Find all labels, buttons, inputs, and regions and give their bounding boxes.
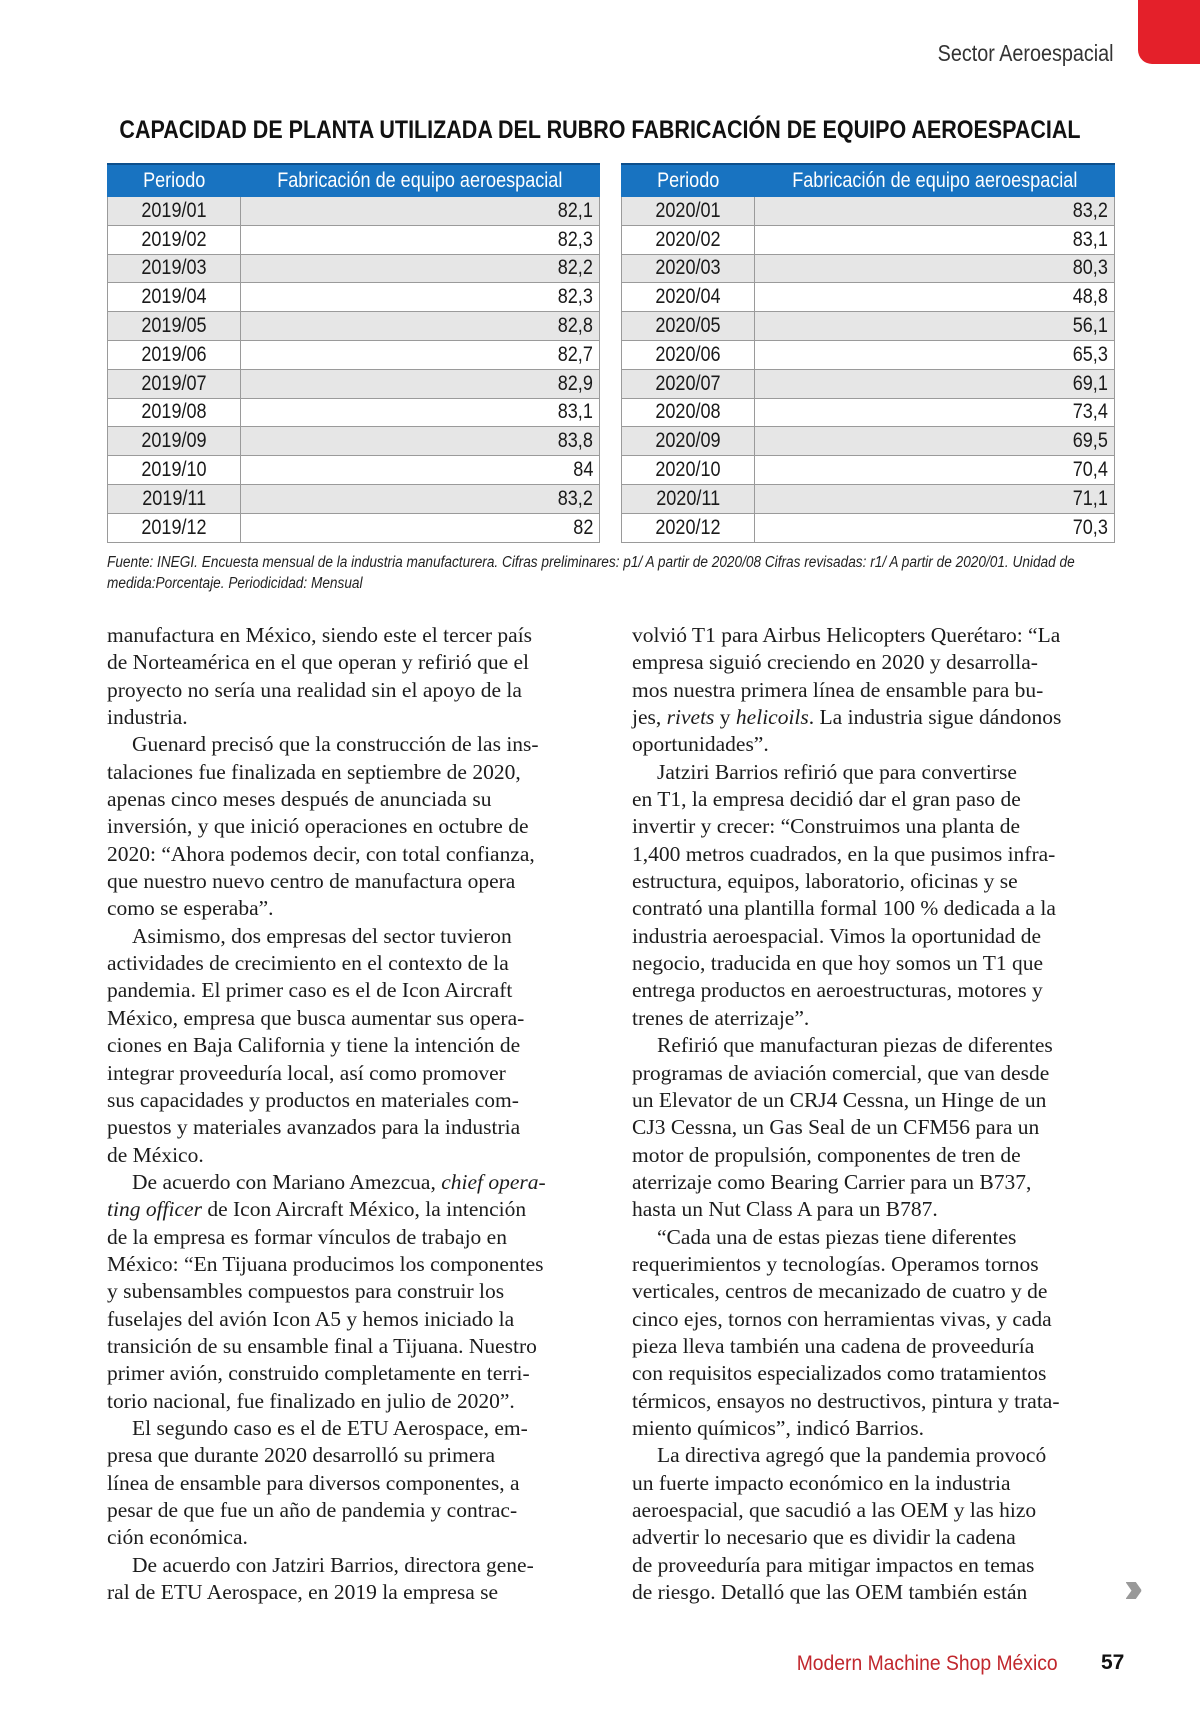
text-segment: advertir lo necesario que es dividir la cadena xyxy=(632,1525,1016,1550)
period-cell: 2020/10 xyxy=(622,456,755,485)
text-segment: entrega productos en aeroestructuras, motores y xyxy=(632,978,1043,1003)
text-line xyxy=(107,1415,597,1442)
period-cell: 2019/06 xyxy=(108,340,241,369)
text-segment: sus capacidades y productos en materiales com- xyxy=(107,1087,519,1112)
text-line xyxy=(632,1415,1122,1442)
period-cell: 2020/01 xyxy=(622,197,755,226)
column-header-value: Fabricación de equipo aeroespacial xyxy=(241,164,600,197)
value-cell: 70,4 xyxy=(755,456,1115,485)
period-cell: 2019/10 xyxy=(108,456,241,485)
table-row xyxy=(622,456,1115,485)
text-line xyxy=(107,977,597,1004)
text-segment: y subensambles compuestos para construir los xyxy=(107,1279,505,1304)
value-cell: 80,3 xyxy=(755,254,1115,283)
value-cell: 83,8 xyxy=(241,427,600,456)
table-row xyxy=(622,197,1115,226)
text-segment: apenas cinco meses después de anunciada su xyxy=(107,787,492,812)
value-cell: 82,1 xyxy=(241,197,600,226)
text-line xyxy=(632,1005,1122,1032)
table-row xyxy=(622,369,1115,398)
text-segment: invertir y crecer: “Construimos una planta de xyxy=(632,814,1021,839)
period-cell: 2019/12 xyxy=(108,513,241,542)
value-cell: 83,1 xyxy=(755,225,1115,254)
column-header-period: Periodo xyxy=(622,164,755,197)
text-line xyxy=(632,1388,1122,1415)
table-row xyxy=(622,312,1115,341)
text-segment: de Icon Aircraft México, la intención xyxy=(201,1197,527,1222)
table-row xyxy=(622,427,1115,456)
text-segment: en T1, la empresa decidió dar el gran paso de xyxy=(632,787,1021,812)
text-segment: México: “En Tijuana producimos los componentes xyxy=(107,1251,544,1276)
magazine-name: Modern Machine Shop México xyxy=(797,1652,1058,1675)
double-chevron-right-icon: ›› xyxy=(1124,1563,1134,1612)
period-cell: 2020/06 xyxy=(622,340,755,369)
period-cell: 2019/01 xyxy=(108,197,241,226)
source-line: medida:Porcentaje. Periodicidad: Mensual xyxy=(107,575,363,592)
text-segment: verticales, centros de mecanizado de cuatro y de xyxy=(632,1279,1048,1304)
text-line xyxy=(632,1552,1122,1579)
value-cell: 82,2 xyxy=(241,254,600,283)
period-cell: 2020/09 xyxy=(622,427,755,456)
text-line xyxy=(107,1278,597,1305)
text-segment: “Cada una de estas piezas tiene diferentes xyxy=(657,1224,1017,1249)
text-segment: El segundo caso es el de ETU Aerospace, em- xyxy=(132,1415,528,1440)
text-segment: integrar proveeduría local, así como promover xyxy=(107,1060,506,1085)
text-segment: ciones en Baja California y tiene la intención de xyxy=(107,1033,521,1058)
text-line xyxy=(632,813,1122,840)
section-name: Sector Aeroespacial xyxy=(938,40,1114,66)
text-line xyxy=(107,1060,597,1087)
value-cell: 82,9 xyxy=(241,369,600,398)
table-row xyxy=(108,513,600,542)
table-row xyxy=(622,340,1115,369)
capacity-table-2019 xyxy=(107,163,600,543)
text-segment: oportunidades”. xyxy=(632,732,769,757)
value-cell: 69,5 xyxy=(755,427,1115,456)
text-segment: pesar de que fue un año de pandemia y contrac- xyxy=(107,1498,518,1522)
table-row xyxy=(622,225,1115,254)
text-segment: de riesgo. Detalló que las OEM también están xyxy=(632,1580,1028,1605)
text-line xyxy=(107,1470,597,1497)
table-row xyxy=(108,369,600,398)
table-row xyxy=(108,197,600,226)
text-line xyxy=(107,1497,597,1524)
value-cell: 70,3 xyxy=(755,513,1115,542)
value-cell: 71,1 xyxy=(755,484,1115,513)
period-cell: 2019/09 xyxy=(108,427,241,456)
text-segment: . La industria sigue dándonos xyxy=(808,705,1062,730)
text-segment: De acuerdo con Mariano Amezcua, xyxy=(132,1169,442,1194)
text-segment: un fuerte impacto económico en la industria xyxy=(632,1470,1011,1495)
text-line xyxy=(107,1306,597,1333)
text-line xyxy=(632,868,1122,895)
value-cell: 65,3 xyxy=(755,340,1115,369)
text-line xyxy=(107,622,597,649)
text-segment: que nuestro nuevo centro de manufactura opera xyxy=(107,869,516,894)
text-line xyxy=(107,895,597,922)
text-line xyxy=(632,1470,1122,1497)
period-cell: 2020/02 xyxy=(622,225,755,254)
text-line xyxy=(107,923,597,950)
text-segment: línea de ensamble para diversos componentes, a xyxy=(107,1470,520,1495)
text-segment: motor de propulsión, componentes de tren de xyxy=(632,1142,1021,1167)
period-cell: 2020/11 xyxy=(622,484,755,513)
period-cell: 2020/04 xyxy=(622,283,755,312)
period-cell: 2019/02 xyxy=(108,225,241,254)
text-segment: empresa siguió creciendo en 2020 y desarrolla- xyxy=(632,650,1038,675)
text-segment: transición de su ensamble final a Tijuana. Nuestro xyxy=(107,1333,537,1358)
text-segment: Guenard precisó que la construcción de las ins- xyxy=(132,732,539,757)
text-line xyxy=(632,923,1122,950)
text-line xyxy=(632,1579,1122,1606)
text-line xyxy=(107,1142,597,1169)
text-line xyxy=(107,1251,597,1278)
table-row xyxy=(622,484,1115,513)
value-cell: 82,8 xyxy=(241,312,600,341)
text-line xyxy=(107,1114,597,1141)
text-line xyxy=(107,1005,597,1032)
text-line xyxy=(632,1524,1122,1551)
text-line xyxy=(107,704,597,731)
text-segment: 2020: “Ahora podemos decir, con total confianza, xyxy=(107,841,535,866)
table-row xyxy=(108,484,600,513)
text-segment: mos nuestra primera línea de ensamble para bu- xyxy=(632,677,1044,702)
text-line xyxy=(107,649,597,676)
text-line xyxy=(632,649,1122,676)
text-line xyxy=(632,1060,1122,1087)
period-cell: 2020/03 xyxy=(622,254,755,283)
text-segment: Asimismo, dos empresas del sector tuvieron xyxy=(132,923,512,948)
text-segment: jes, xyxy=(632,705,667,730)
table-title: CAPACIDAD DE PLANTA UTILIZADA DEL RUBRO FABRICACIÓN DE EQUIPO AEROESPACIAL xyxy=(119,116,1081,144)
text-segment: de Norteamérica en el que operan y refirió que el xyxy=(107,650,530,675)
text-line xyxy=(107,786,597,813)
text-line xyxy=(107,813,597,840)
text-segment: La directiva agregó que la pandemia provocó xyxy=(657,1443,1047,1468)
text-segment: Refirió que manufacturan piezas de diferentes xyxy=(657,1033,1053,1058)
period-cell: 2019/07 xyxy=(108,369,241,398)
article-right-column xyxy=(632,622,1122,1606)
text-segment: ting officer xyxy=(107,1197,202,1222)
period-cell: 2020/07 xyxy=(622,369,755,398)
column-header-period: Periodo xyxy=(108,164,241,197)
text-segment: volvió T1 para Airbus Helicopters Querétaro: “La xyxy=(632,623,1061,647)
text-segment: requerimientos y tecnologías. Operamos tornos xyxy=(632,1251,1039,1276)
period-cell: 2019/05 xyxy=(108,312,241,341)
text-line xyxy=(632,759,1122,786)
text-line xyxy=(632,1497,1122,1524)
text-line xyxy=(632,786,1122,813)
text-line xyxy=(632,841,1122,868)
text-line xyxy=(632,1087,1122,1114)
text-segment: térmicos, ensayos no destructivos, pintura y trata- xyxy=(632,1388,1060,1413)
text-line xyxy=(632,1224,1122,1251)
text-segment: industria. xyxy=(107,705,188,730)
text-segment: cinco ejes, tornos con herramientas vivas, y cada xyxy=(632,1306,1052,1331)
text-segment: trenes de aterrizaje”. xyxy=(632,1005,810,1030)
text-line xyxy=(632,1169,1122,1196)
table-row xyxy=(622,254,1115,283)
table-row xyxy=(108,312,600,341)
text-line xyxy=(632,977,1122,1004)
text-line xyxy=(632,1306,1122,1333)
text-line xyxy=(107,868,597,895)
text-segment: CJ3 Cessna, un Gas Seal de un CFM56 para un xyxy=(632,1115,1040,1140)
capacity-table-2020 xyxy=(621,163,1115,543)
value-cell: 48,8 xyxy=(755,283,1115,312)
text-line xyxy=(632,1032,1122,1059)
text-segment: ción económica. xyxy=(107,1525,248,1550)
text-segment: Jatziri Barrios refirió que para convertirse xyxy=(657,759,1017,784)
text-segment: rivets xyxy=(666,705,715,730)
text-segment: contrató una plantilla formal 100 % dedicada a la xyxy=(632,896,1056,921)
text-segment: proyecto no sería una realidad sin el apoyo de la xyxy=(107,677,522,702)
text-line xyxy=(632,1114,1122,1141)
text-line xyxy=(107,1524,597,1551)
text-line xyxy=(107,731,597,758)
article-left-column xyxy=(107,622,597,1606)
text-line xyxy=(632,1442,1122,1469)
text-segment: aeroespacial, que sacudió a las OEM y las hizo xyxy=(632,1498,1037,1522)
text-line xyxy=(107,677,597,704)
value-cell: 56,1 xyxy=(755,312,1115,341)
text-segment: ral de ETU Aerospace, en 2019 la empresa se xyxy=(107,1580,499,1605)
text-line xyxy=(632,677,1122,704)
value-cell: 69,1 xyxy=(755,369,1115,398)
period-cell: 2020/08 xyxy=(622,398,755,427)
text-line xyxy=(107,1169,597,1196)
text-line xyxy=(632,704,1122,731)
text-line xyxy=(632,1333,1122,1360)
text-segment: De acuerdo con Jatziri Barrios, directora gene- xyxy=(132,1552,534,1577)
table-row xyxy=(108,254,600,283)
value-cell: 73,4 xyxy=(755,398,1115,427)
text-segment: torio nacional, fue finalizado en julio de 2020”. xyxy=(107,1388,515,1413)
page-number: 57 xyxy=(1101,1651,1125,1674)
text-line xyxy=(632,895,1122,922)
text-line xyxy=(632,1278,1122,1305)
text-segment: programas de aviación comercial, que van desde xyxy=(632,1060,1050,1085)
table-row xyxy=(622,513,1115,542)
text-line xyxy=(107,1552,597,1579)
text-segment: de México. xyxy=(107,1142,204,1167)
text-line xyxy=(632,950,1122,977)
text-segment: industria aeroespacial. Vimos la oportunidad de xyxy=(632,923,1042,948)
period-cell: 2020/05 xyxy=(622,312,755,341)
text-line xyxy=(632,1142,1122,1169)
text-line xyxy=(107,1388,597,1415)
text-segment: con requisitos especializados como tratamientos xyxy=(632,1361,1047,1386)
table-row xyxy=(108,427,600,456)
text-line xyxy=(107,1579,597,1606)
text-segment: y xyxy=(714,705,736,730)
period-cell: 2019/03 xyxy=(108,254,241,283)
text-segment: puestos y materiales avanzados para la industria xyxy=(107,1115,521,1140)
text-segment: de proveeduría para mitigar impactos en temas xyxy=(632,1552,1035,1577)
text-line xyxy=(107,1196,597,1223)
text-segment: actividades de crecimiento en el contexto de la xyxy=(107,951,509,976)
table-row xyxy=(622,398,1115,427)
text-segment: un Elevator de un CRJ4 Cessna, un Hinge de un xyxy=(632,1087,1047,1112)
period-cell: 2019/08 xyxy=(108,398,241,427)
value-cell: 83,2 xyxy=(755,197,1115,226)
text-line xyxy=(632,1360,1122,1387)
text-segment: estructura, equipos, laboratorio, oficinas y se xyxy=(632,869,1018,894)
table-row xyxy=(108,456,600,485)
text-segment: miento químicos”, indicó Barrios. xyxy=(632,1415,924,1440)
table-row xyxy=(108,225,600,254)
column-header-value: Fabricación de equipo aeroespacial xyxy=(755,164,1115,197)
text-line xyxy=(107,1360,597,1387)
table-row xyxy=(108,283,600,312)
value-cell: 82,3 xyxy=(241,225,600,254)
table-row xyxy=(108,398,600,427)
value-cell: 83,1 xyxy=(241,398,600,427)
table-row xyxy=(622,283,1115,312)
text-segment: chief opera- xyxy=(441,1169,546,1194)
text-line xyxy=(107,1442,597,1469)
text-segment: hasta un Nut Class A para un B787. xyxy=(632,1197,938,1222)
text-line xyxy=(632,622,1122,649)
text-line xyxy=(632,1251,1122,1278)
text-segment: helicoils xyxy=(735,705,809,730)
text-segment: primer avión, construido completamente en terri- xyxy=(107,1361,530,1386)
period-cell: 2019/04 xyxy=(108,283,241,312)
text-segment: México, empresa que busca aumentar sus opera- xyxy=(107,1005,525,1030)
text-segment: como se esperaba”. xyxy=(107,896,274,921)
period-cell: 2020/12 xyxy=(622,513,755,542)
text-line xyxy=(107,841,597,868)
text-segment: talaciones fue finalizada en septiembre de 2020, xyxy=(107,759,521,784)
text-segment: pandemia. El primer caso es el de Icon Aircraft xyxy=(107,978,513,1003)
value-cell: 82,3 xyxy=(241,283,600,312)
text-segment: negocio, traducida en que hoy somos un T1 que xyxy=(632,951,1043,976)
value-cell: 84 xyxy=(241,456,600,485)
text-line xyxy=(107,1333,597,1360)
value-cell: 82 xyxy=(241,513,600,542)
text-line xyxy=(107,950,597,977)
value-cell: 82,7 xyxy=(241,340,600,369)
text-line xyxy=(107,759,597,786)
source-line: Fuente: INEGI. Encuesta mensual de la industria manufacturera. Cifras preliminares: p1/ A partir de 2020/08 Cifras revisadas: r1/ A partir de 2020/01. Unidad de xyxy=(107,554,1075,571)
text-segment: de la empresa es formar vínculos de trabajo en xyxy=(107,1224,507,1249)
text-line xyxy=(107,1087,597,1114)
text-segment: fuselajes del avión Icon A5 y hemos iniciado la xyxy=(107,1306,515,1331)
text-segment: presa que durante 2020 desarrolló su primera xyxy=(107,1443,496,1468)
text-line xyxy=(632,1196,1122,1223)
text-segment: aterrizaje como Bearing Carrier para un B737, xyxy=(632,1169,1032,1194)
table-row xyxy=(108,340,600,369)
text-segment: pieza lleva también una cadena de proveeduría xyxy=(632,1333,1035,1358)
text-line xyxy=(107,1224,597,1251)
text-segment: manufactura en México, siendo este el tercer país xyxy=(107,623,533,647)
text-line xyxy=(107,1032,597,1059)
text-segment: inversión, y que inició operaciones en octubre de xyxy=(107,814,529,839)
section-color-tab xyxy=(1138,0,1200,64)
table-source-note xyxy=(107,552,1137,594)
text-line xyxy=(632,731,1122,758)
period-cell: 2019/11 xyxy=(108,484,241,513)
text-segment: 1,400 metros cuadrados, en la que pusimos infra- xyxy=(632,841,1056,866)
value-cell: 83,2 xyxy=(241,484,600,513)
